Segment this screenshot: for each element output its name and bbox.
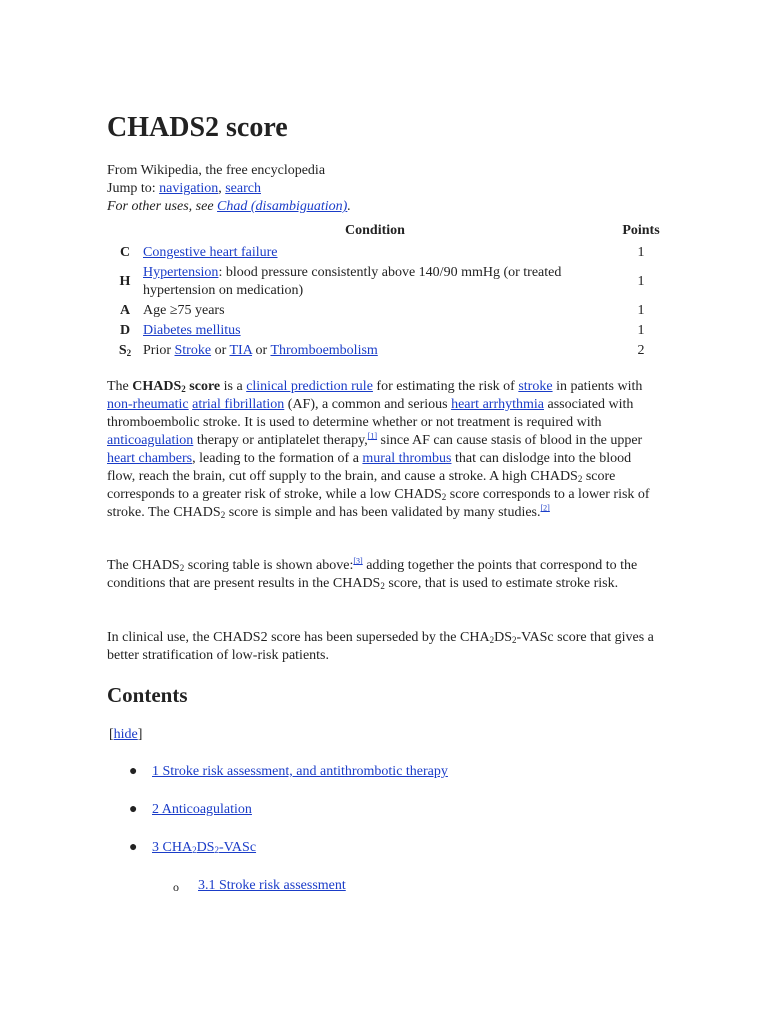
bullet-icon: ● bbox=[129, 840, 138, 855]
subscript: 2 bbox=[214, 845, 219, 855]
text: score corresponds to a lower risk of stroke. The CHADS bbox=[107, 487, 650, 520]
text: -VASc score that gives a better stratification of low-risk patients. bbox=[107, 630, 654, 663]
row-points: 1 bbox=[637, 303, 645, 318]
row-letter: C bbox=[119, 245, 131, 260]
row-condition bbox=[143, 263, 607, 301]
site-subtitle: From Wikipedia, the free encyclopedia bbox=[107, 163, 326, 178]
jump-separator: , bbox=[218, 181, 222, 196]
jump-search-link[interactable]: search bbox=[225, 181, 261, 196]
thromboembolism-link[interactable]: Thromboembolism bbox=[270, 343, 378, 358]
intro-paragraph bbox=[107, 378, 655, 522]
text: in patients with bbox=[552, 379, 643, 394]
row-condition: Age ≥75 years bbox=[143, 303, 225, 318]
toc-toggle bbox=[109, 727, 142, 743]
article-meta bbox=[107, 162, 655, 216]
bullet-icon: ● bbox=[129, 802, 138, 817]
clinical-prediction-rule-link[interactable]: clinical prediction rule bbox=[246, 379, 373, 394]
table-row bbox=[107, 263, 675, 301]
header-condition: Condition bbox=[345, 223, 405, 238]
header-blank bbox=[107, 223, 143, 243]
row-condition bbox=[143, 243, 607, 263]
circle-bullet-icon: o bbox=[173, 880, 179, 894]
text: DS bbox=[494, 630, 512, 645]
subscript: 2 bbox=[380, 581, 385, 591]
hatnote-prefix: For other uses, see bbox=[107, 199, 214, 214]
toc-link-stroke-risk-assessment[interactable]: 3.1 Stroke risk assessment bbox=[198, 878, 346, 893]
hide-toc-link[interactable]: hide bbox=[113, 727, 138, 742]
row-letter bbox=[107, 341, 143, 361]
subscript: 2 bbox=[179, 563, 185, 573]
text: In clinical use, the CHADS2 score has been superseded by the CHA bbox=[107, 630, 490, 645]
bold-term bbox=[132, 379, 220, 394]
subscript: 2 bbox=[192, 845, 197, 855]
table-row bbox=[107, 301, 675, 321]
text: , leading to the formation of a bbox=[192, 451, 363, 466]
table-row bbox=[107, 341, 675, 361]
table-row bbox=[107, 321, 675, 341]
hatnote bbox=[107, 198, 655, 216]
scoring-paragraph bbox=[107, 557, 655, 593]
text: associated with thromboembolic stroke. It is used to determine whether or not treatment is required with bbox=[107, 397, 634, 430]
jump-links bbox=[107, 180, 655, 198]
toc-link-stroke-risk[interactable]: 1 Stroke risk assessment, and antithrombotic therapy bbox=[152, 764, 448, 779]
table-of-contents bbox=[107, 762, 655, 914]
text: for estimating the risk of bbox=[372, 379, 519, 394]
atrial-fibrillation-link[interactable]: atrial fibrillation bbox=[192, 397, 285, 412]
toc-subitem bbox=[107, 876, 655, 914]
text: score, that is used to estimate stroke risk. bbox=[384, 576, 619, 591]
text: 3 CHA bbox=[152, 840, 193, 855]
text: (AF), a common and serious bbox=[284, 397, 452, 412]
table-row bbox=[107, 243, 675, 263]
reference-3-link[interactable]: [3] bbox=[353, 556, 363, 566]
subscript: 2 bbox=[181, 384, 186, 394]
text: The bbox=[107, 379, 133, 394]
subscript: 2 bbox=[577, 474, 583, 484]
text: score corresponds to a greater risk of stroke, while a low CHADS bbox=[107, 469, 616, 502]
text: DS bbox=[196, 840, 215, 855]
toc-link-cha2ds2-vasc[interactable] bbox=[152, 840, 256, 855]
diabetes-mellitus-link[interactable]: Diabetes mellitus bbox=[143, 323, 241, 338]
text: is a bbox=[220, 379, 247, 394]
text: that can dislodge into the blood flow, reach the brain, cut off supply to the brain, and cause a stroke. A high CHADS bbox=[107, 451, 632, 484]
hypertension-description: : blood pressure consistently above 140/90 mmHg (or treated hypertension on medication) bbox=[143, 265, 562, 298]
mural-thrombus-link[interactable]: mural thrombus bbox=[362, 451, 452, 466]
stroke-link[interactable]: stroke bbox=[518, 379, 553, 394]
row-points: 1 bbox=[637, 323, 645, 338]
toc-item bbox=[107, 838, 655, 876]
subscript: 2 bbox=[441, 492, 447, 502]
anticoagulation-link[interactable]: anticoagulation bbox=[107, 433, 194, 448]
subscript: 2 bbox=[489, 635, 495, 645]
row-letter: A bbox=[119, 303, 131, 318]
heart-arrhythmia-link[interactable]: heart arrhythmia bbox=[451, 397, 544, 412]
page-title: CHADS2 score bbox=[107, 112, 288, 143]
disambiguation-link[interactable]: Chad (disambiguation) bbox=[217, 199, 348, 214]
reference-1-link[interactable]: [1] bbox=[367, 431, 378, 441]
text: since AF can cause stasis of blood in the upper bbox=[377, 433, 643, 448]
row-condition bbox=[143, 321, 607, 341]
jump-navigation-link[interactable]: navigation bbox=[159, 181, 219, 196]
text: scoring table is shown above: bbox=[184, 558, 354, 573]
hypertension-link[interactable]: Hypertension bbox=[143, 265, 219, 280]
bracket: ] bbox=[137, 727, 143, 742]
toc-item bbox=[107, 800, 655, 838]
row-letter: D bbox=[119, 323, 131, 338]
bullet-icon: ● bbox=[129, 764, 138, 779]
subscript: 2 bbox=[511, 635, 517, 645]
table-header-row bbox=[107, 223, 675, 243]
or-text: or bbox=[255, 343, 268, 358]
row-points: 2 bbox=[637, 343, 645, 358]
jump-prefix: Jump to: bbox=[107, 181, 156, 196]
contents-heading: Contents bbox=[107, 683, 188, 707]
row-letter: H bbox=[119, 274, 131, 289]
text: adding together the points that correspond to the conditions that are present results in the CHADS bbox=[107, 558, 638, 591]
chads2-table bbox=[107, 223, 675, 361]
congestive-heart-failure-link[interactable]: Congestive heart failure bbox=[143, 245, 278, 260]
header-points: Points bbox=[622, 223, 660, 238]
stroke-link[interactable]: Stroke bbox=[174, 343, 212, 358]
tia-link[interactable]: TIA bbox=[229, 343, 253, 358]
row-condition bbox=[143, 341, 607, 361]
hatnote-suffix: . bbox=[347, 199, 351, 214]
or-text: or bbox=[214, 343, 227, 358]
subscript: 2 bbox=[220, 510, 226, 520]
non-rheumatic-link[interactable]: non-rheumatic bbox=[107, 397, 189, 412]
reference-2-link[interactable]: [2] bbox=[540, 503, 550, 513]
clinical-use-paragraph bbox=[107, 629, 655, 665]
text: score is simple and has been validated by many studies. bbox=[225, 505, 541, 520]
text: -VASc bbox=[218, 840, 257, 855]
text: score bbox=[185, 379, 221, 394]
toc-link-anticoagulation[interactable]: 2 Anticoagulation bbox=[152, 802, 252, 817]
text: therapy or antiplatelet therapy, bbox=[193, 433, 368, 448]
row-points: 1 bbox=[637, 245, 645, 260]
toc-item bbox=[107, 762, 655, 800]
text: CHADS bbox=[132, 379, 182, 394]
row-letter-sub: 2 bbox=[126, 348, 132, 358]
row-letter-main: S bbox=[118, 343, 127, 358]
text: The CHADS bbox=[107, 558, 180, 573]
prior-text: Prior bbox=[143, 343, 171, 358]
row-points: 1 bbox=[637, 274, 645, 289]
bracket: [ bbox=[109, 727, 114, 742]
heart-chambers-link[interactable]: heart chambers bbox=[107, 451, 193, 466]
